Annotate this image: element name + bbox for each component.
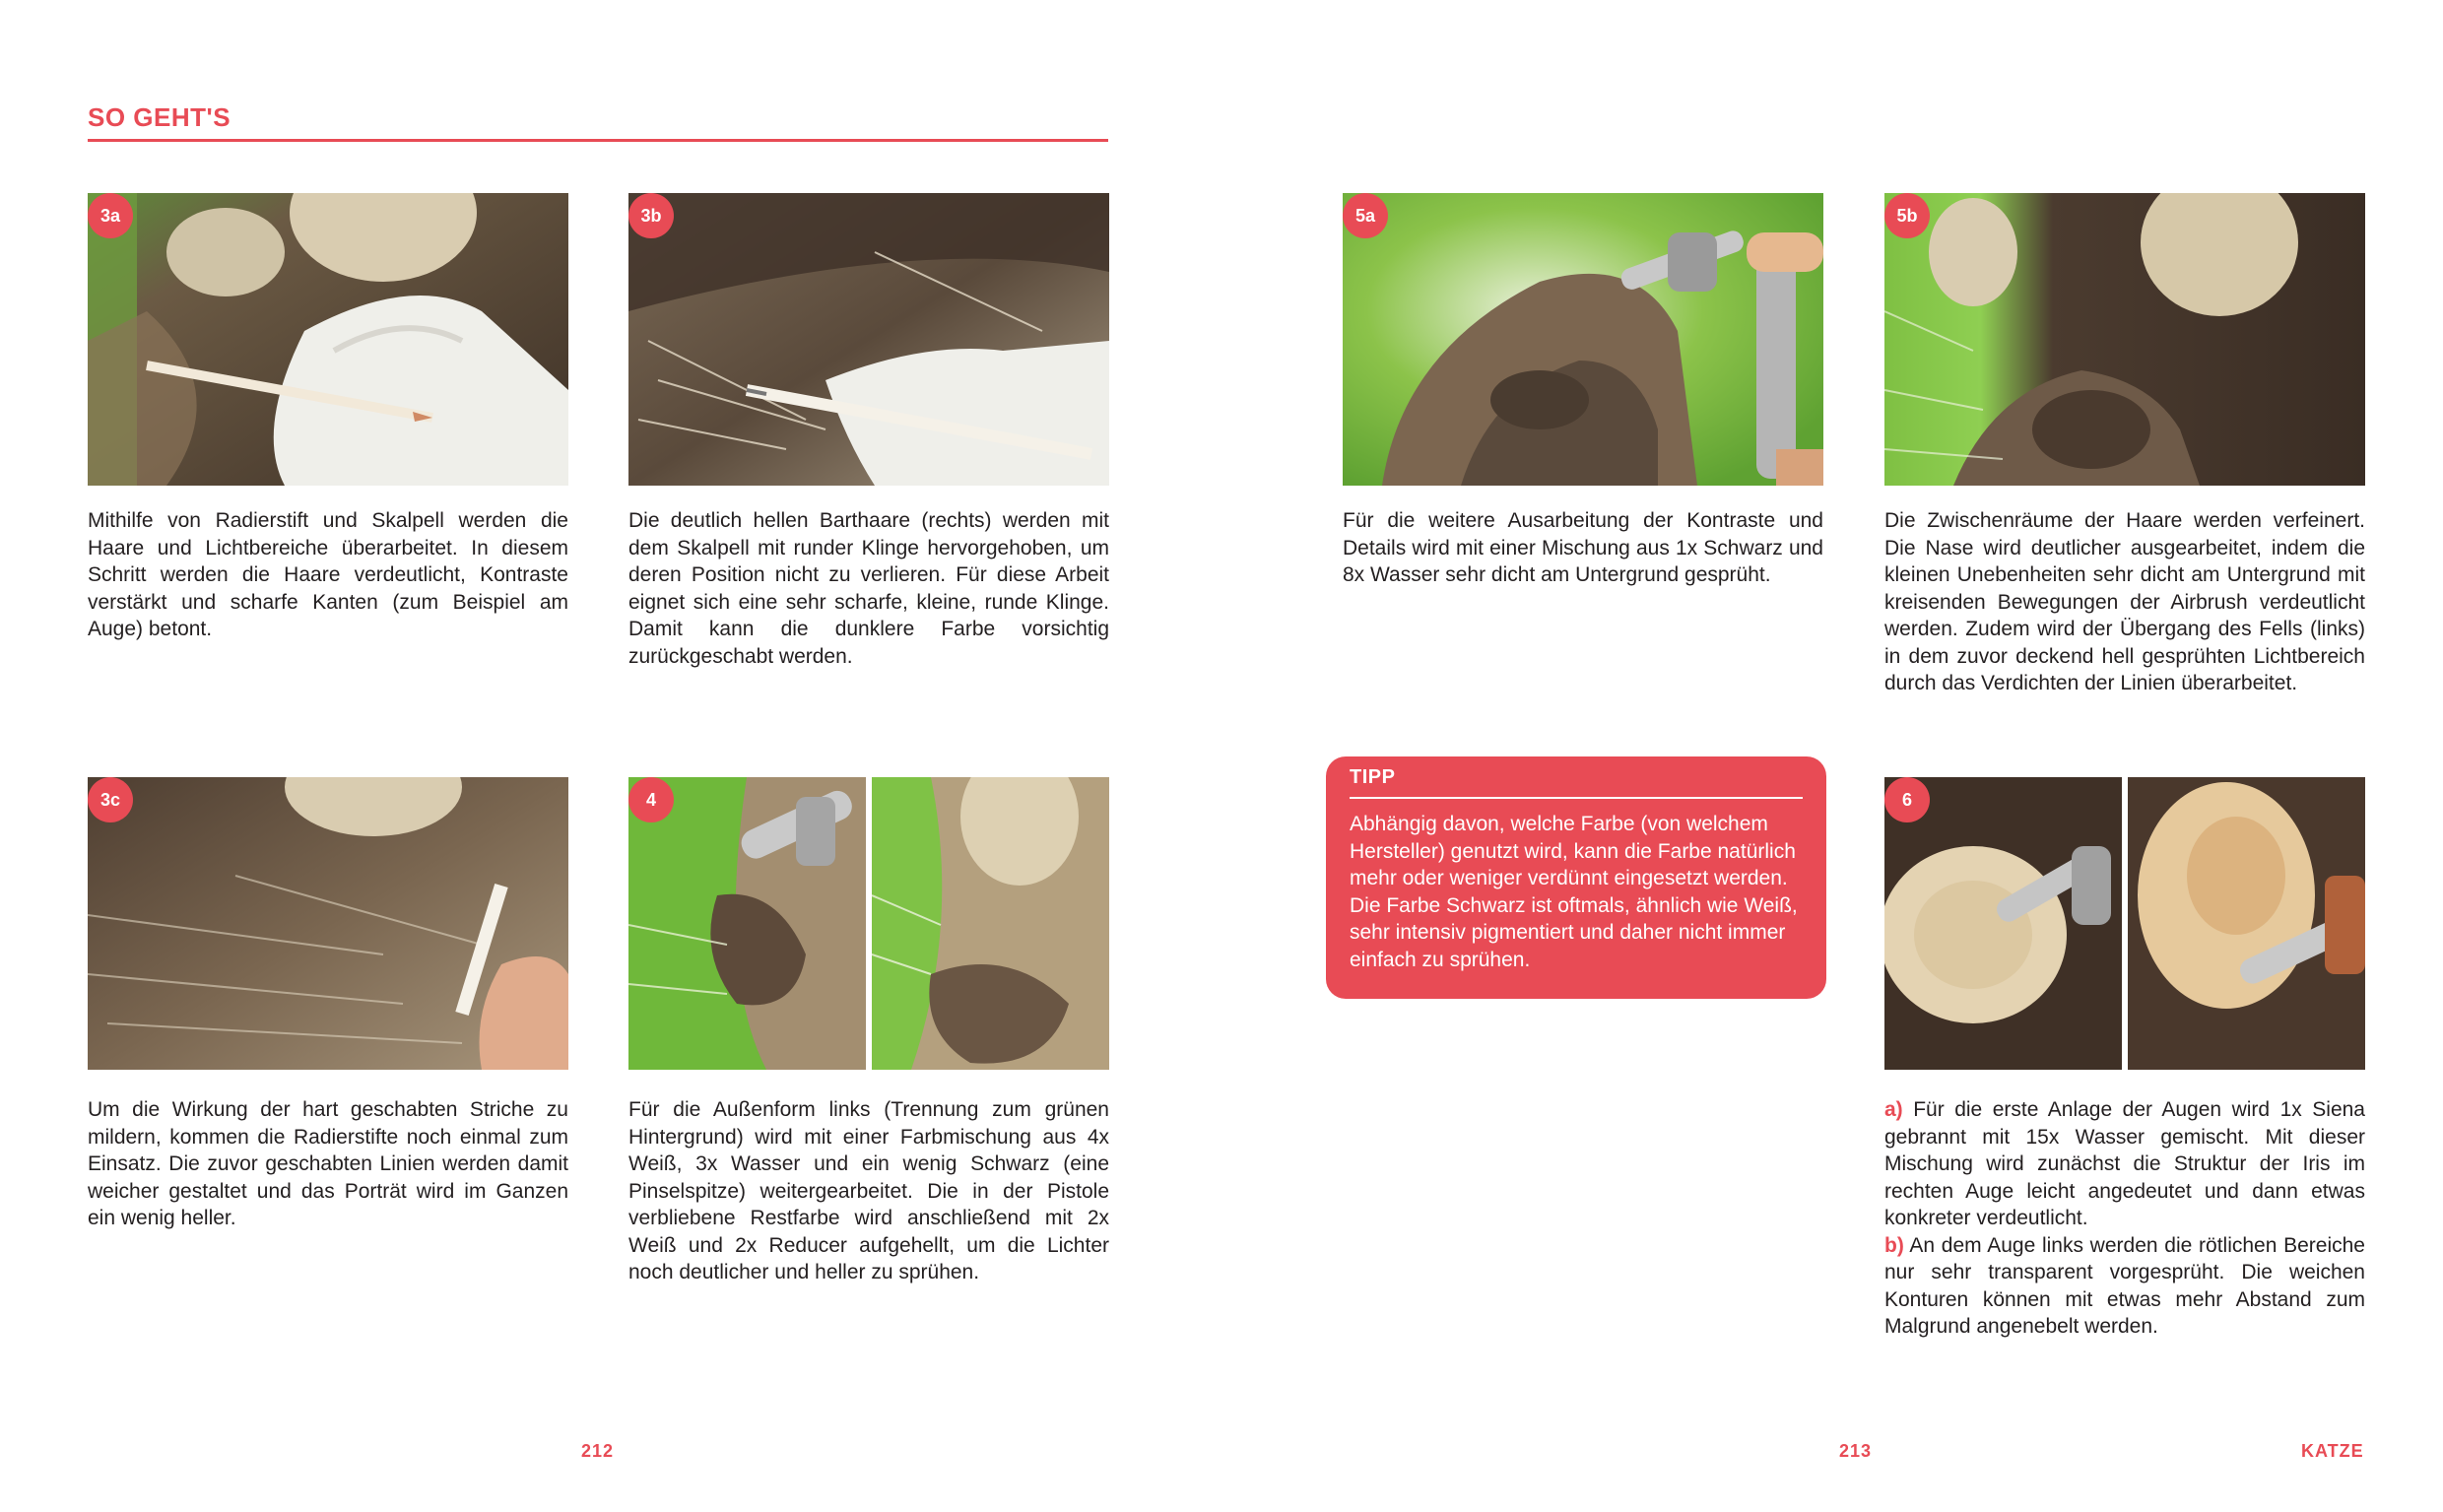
photo-step-5a [1343, 193, 1823, 486]
step-badge-3c: 3c [88, 777, 133, 822]
page-number-right: 213 [1839, 1441, 1873, 1461]
caption-step-5b: Die Zwischenräume der Haare werden verfeinert. Die Nase wird deutlicher ausgearbeitet, indem die kleinen Unebenheiten sehr dicht am Untergrund mit kreisenden Bewegungen der Airbrush verdeutlicht werden. Zudem wird der Übergang des Fells (links) in dem zuvor deckend hell gesprühten Lichtbereich durch das Verdichten der Linien überarbeitet. [1884, 509, 2365, 694]
step-badge-3b: 3b [628, 193, 674, 238]
caption-text-b: An dem Auge links werden die rötlichen Bereiche nur sehr transparent vorgesprüht. Die weichen Konturen können mit etwas mehr Abstand zum Malgrund angenebelt werden. [1884, 1233, 2365, 1338]
caption-step-6 [1884, 1096, 2365, 1341]
tip-box [1326, 756, 1826, 999]
caption-label-a: a) [1884, 1098, 1903, 1121]
photo-step-6-right [2128, 777, 2365, 1070]
tip-divider [1350, 797, 1803, 799]
photo-step-4-right [872, 777, 1109, 1070]
caption-step-3c: Um die Wirkung der hart geschabten Striche zu mildern, kommen die Radierstifte noch einmal zum Einsatz. Die zuvor geschabten Linien werden damit weicher gestaltet und das Porträt wird im Ganzen ein wenig heller. [88, 1098, 568, 1229]
photo-step-5b [1884, 193, 2365, 486]
caption-step-4: Für die Außenform links (Trennung zum grünen Hintergrund) wird mit einer Farbmischung aus 4x Weiß, 3x Wasser und ein wenig Schwarz (eine Pinselspitze) weitergearbeitet. Die in der Pistole verbliebene Restfarbe wird anschließend mit 2x Weiß und 2x Reducer aufgehellt, um die Lichter noch deutlicher und heller zu sprühen. [628, 1098, 1109, 1283]
caption-step-3a: Mithilfe von Radierstift und Skalpell werden die Haare und Lichtbereiche überarbeitet. In diesem Schritt werden die Haare verdeutlicht, Kontraste verstärkt und scharfe Kanten (zum Beispiel am Auge) betont. [88, 509, 568, 640]
photo-step-6-left [1884, 777, 2122, 1070]
step-badge-3a: 3a [88, 193, 133, 238]
photo-step-3b [628, 193, 1109, 486]
section-label: KATZE [2301, 1441, 2364, 1461]
photo-step-4-left [628, 777, 866, 1070]
caption-step-5a: Für die weitere Ausarbeitung der Kontraste und Details wird mit einer Mischung aus 1x Schwarz und 8x Wasser sehr dicht am Untergrund gesprüht. [1343, 509, 1823, 586]
page-number-left: 212 [581, 1441, 615, 1461]
step-badge-5b: 5b [1884, 193, 1930, 238]
caption-step-3b: Die deutlich hellen Barthaare (rechts) werden mit dem Skalpell mit runder Klinge hervorgehoben, um deren Position nicht zu verlieren. Für diese Arbeit eignet sich eine sehr scharfe, kleine, runde Klinge. Damit kann die dunklere Farbe vorsichtig zurückgeschabt werden. [628, 509, 1109, 668]
step-badge-4: 4 [628, 777, 674, 822]
step-badge-6: 6 [1884, 777, 1930, 822]
photo-step-3c [88, 777, 568, 1070]
caption-text-a: Für die erste Anlage der Augen wird 1x Siena gebrannt mit 15x Wasser gemischt. Mit dieser Mischung wird zunächst die Struktur der Iris im rechten Auge leicht angedeutet und dann etwas konkreter verdeutlicht. [1884, 1098, 2365, 1229]
heading-divider [88, 139, 1108, 142]
step-badge-5a: 5a [1343, 193, 1388, 238]
tip-body: Abhängig davon, welche Farbe (von welchem Hersteller) genutzt wird, kann die Farbe natürlich mehr oder weniger verdünnt eingesetzt werden. Die Farbe Schwarz ist oftmals, ähnlich wie Weiß, sehr intensiv pigmentiert und daher nicht immer einfach zu sprühen. [1350, 813, 1798, 971]
tip-title: TIPP [1350, 766, 1396, 788]
photo-step-3a [88, 193, 568, 486]
section-heading: SO GEHT'S [88, 102, 231, 132]
caption-label-b: b) [1884, 1233, 1904, 1257]
